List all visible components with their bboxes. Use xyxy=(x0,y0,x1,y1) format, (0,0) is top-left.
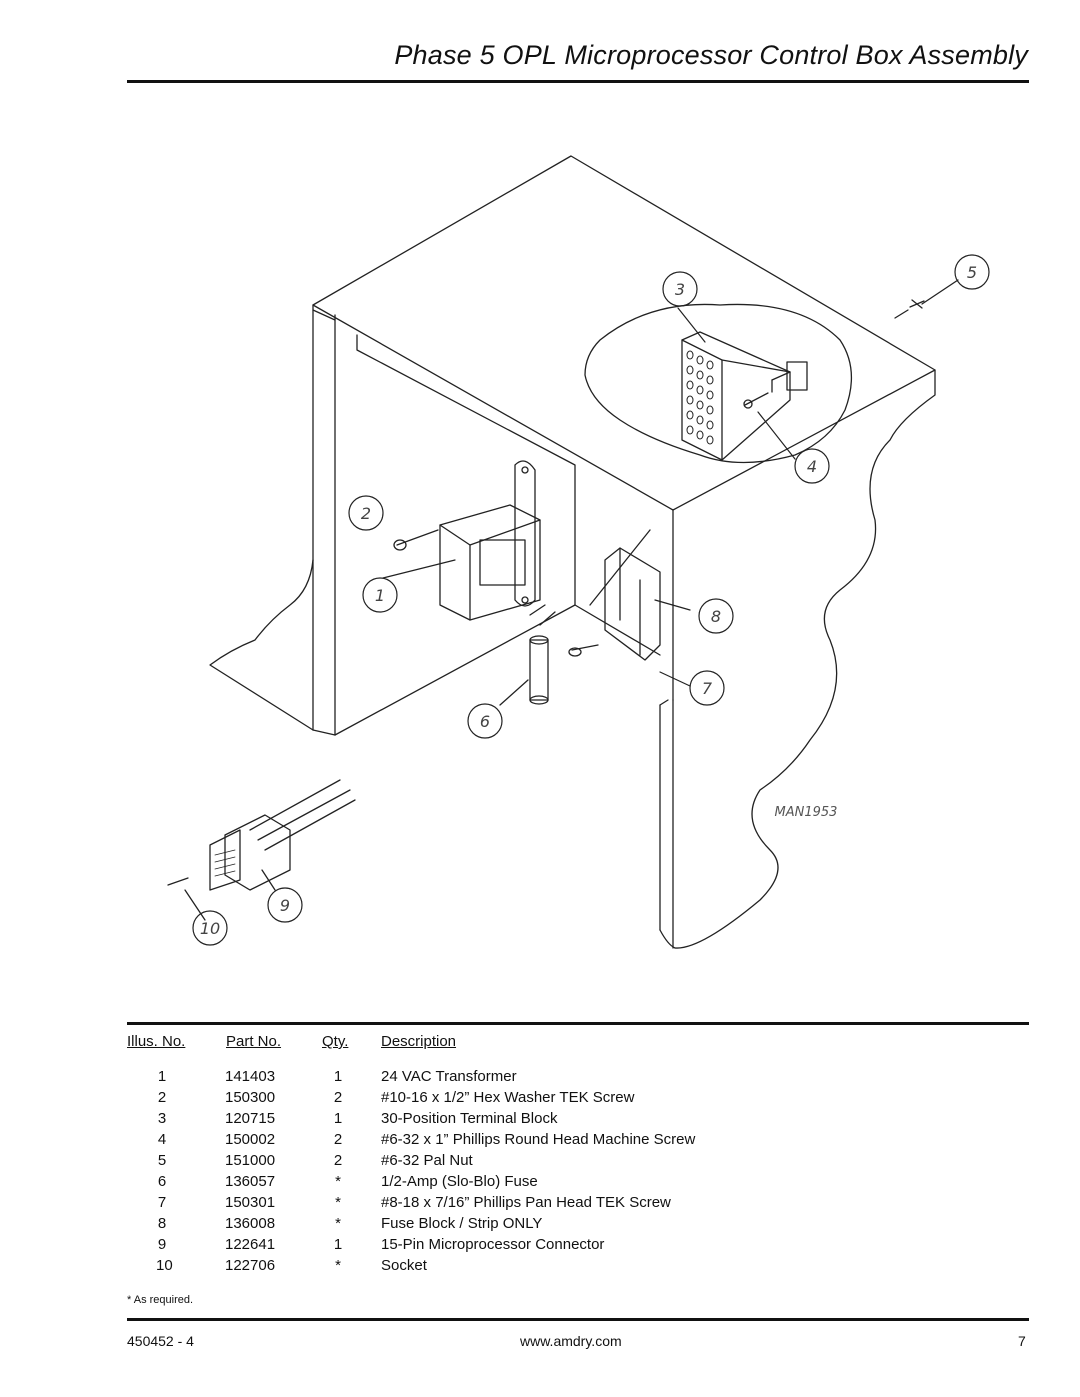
fuse xyxy=(500,636,548,705)
website-link[interactable]: www.amdry.com xyxy=(520,1333,622,1349)
callout-5: 5 xyxy=(966,263,978,282)
table-row xyxy=(0,1131,1080,1152)
qty: * xyxy=(335,1173,341,1190)
header-qty: Qty. xyxy=(322,1033,349,1050)
page-number: 7 xyxy=(1018,1333,1026,1349)
table-row xyxy=(0,1068,1080,1089)
callout-10: 10 xyxy=(199,919,221,938)
illus-no: 1 xyxy=(157,1068,167,1085)
illus-no: 4 xyxy=(157,1131,167,1148)
illus-no: 7 xyxy=(157,1194,167,1211)
qty: * xyxy=(335,1257,341,1274)
table-row xyxy=(0,1194,1080,1215)
qty: * xyxy=(335,1215,341,1232)
footnote: * As required. xyxy=(127,1294,194,1306)
illus-no: 2 xyxy=(157,1089,167,1106)
illus-no: 10 xyxy=(156,1257,173,1274)
description: Fuse Block / Strip ONLY xyxy=(381,1215,543,1232)
table-row xyxy=(0,1089,1080,1110)
qty: 1 xyxy=(333,1236,343,1253)
table-row xyxy=(0,1215,1080,1236)
part-no: 136057 xyxy=(225,1173,276,1190)
footer-rule xyxy=(127,1318,1029,1321)
callout-6: 6 xyxy=(479,712,491,731)
part-no: 141403 xyxy=(225,1068,276,1085)
terminal-block xyxy=(682,280,958,460)
part-no: 120715 xyxy=(225,1110,276,1127)
description: #6-32 x 1” Phillips Round Head Machine Screw xyxy=(381,1131,696,1148)
description: 15-Pin Microprocessor Connector xyxy=(381,1236,605,1253)
description: #8-18 x 7/16” Phillips Pan Head TEK Screw xyxy=(381,1194,671,1211)
table-row xyxy=(0,1110,1080,1131)
header-description: Description xyxy=(381,1033,457,1050)
cutaway-oval xyxy=(585,304,851,462)
callout-1: 1 xyxy=(374,586,386,605)
connector xyxy=(168,780,355,920)
table-row xyxy=(0,1152,1080,1173)
description: Socket xyxy=(381,1257,427,1274)
table-row xyxy=(0,1236,1080,1257)
part-no: 122641 xyxy=(225,1236,276,1253)
callout-9: 9 xyxy=(279,896,291,915)
assembly-diagram xyxy=(150,140,1050,970)
description: 24 VAC Transformer xyxy=(381,1068,517,1085)
part-no: 122706 xyxy=(225,1257,276,1274)
fuse-block xyxy=(530,530,690,660)
doc-number: 450452 - 4 xyxy=(127,1333,194,1349)
transformer xyxy=(394,461,540,620)
page-title: Phase 5 OPL Microprocessor Control Box Assembly xyxy=(394,40,1028,70)
part-no: 150301 xyxy=(225,1194,276,1211)
drawing-id: MAN1953 xyxy=(774,805,838,820)
part-no: 150300 xyxy=(225,1089,276,1106)
illus-no: 8 xyxy=(157,1215,167,1232)
illus-no: 5 xyxy=(157,1152,167,1169)
qty: 2 xyxy=(333,1152,343,1169)
table-row xyxy=(0,1173,1080,1194)
qty: 1 xyxy=(333,1110,343,1127)
header-illus-no: Illus. No. xyxy=(127,1033,186,1050)
title-rule xyxy=(127,80,1029,83)
callout-7: 7 xyxy=(701,679,713,698)
illus-no: 6 xyxy=(157,1173,167,1190)
table-top-rule xyxy=(127,1022,1029,1025)
callout-labels xyxy=(200,263,977,938)
qty: * xyxy=(335,1194,341,1211)
description: #10-16 x 1/2” Hex Washer TEK Screw xyxy=(381,1089,635,1106)
table-row xyxy=(0,1257,1080,1278)
part-no: 151000 xyxy=(225,1152,276,1169)
header-part-no: Part No. xyxy=(226,1033,282,1050)
cabinet-outline xyxy=(210,156,935,948)
description: #6-32 Pal Nut xyxy=(381,1152,473,1169)
illus-no: 3 xyxy=(157,1110,167,1127)
part-no: 136008 xyxy=(225,1215,276,1232)
callout-4: 4 xyxy=(806,457,818,476)
callout-2: 2 xyxy=(360,504,372,523)
callout-8: 8 xyxy=(710,607,722,626)
qty: 2 xyxy=(333,1089,343,1106)
qty: 1 xyxy=(333,1068,343,1085)
illus-no: 9 xyxy=(157,1236,167,1253)
part-no: 150002 xyxy=(225,1131,276,1148)
description: 1/2-Amp (Slo-Blo) Fuse xyxy=(381,1173,538,1190)
description: 30-Position Terminal Block xyxy=(381,1110,558,1127)
qty: 2 xyxy=(333,1131,343,1148)
callout-3: 3 xyxy=(674,280,686,299)
